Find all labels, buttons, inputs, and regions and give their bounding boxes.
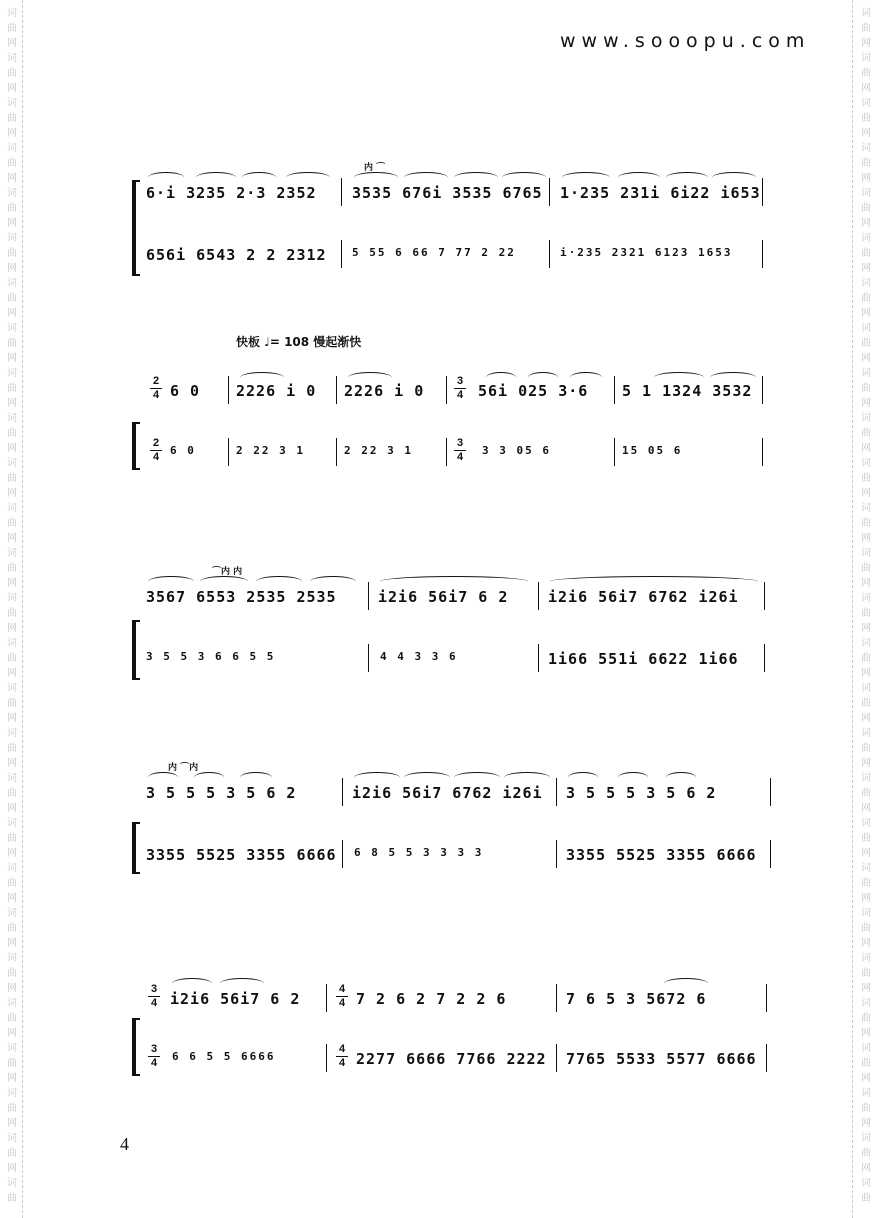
- slur: [404, 172, 448, 183]
- watermark-glyph: 网: [7, 173, 17, 184]
- time-signature: 2 4: [150, 438, 162, 463]
- slur: [654, 372, 704, 383]
- measure: 7 6 5 3 5672 6: [566, 990, 707, 1008]
- watermark-glyph: 词: [861, 1178, 871, 1189]
- watermark-glyph: 词: [7, 953, 17, 964]
- watermark-glyph: 网: [7, 983, 17, 994]
- time-signature: 3 4: [148, 984, 160, 1009]
- measure: 2 22 3 1: [344, 444, 413, 457]
- watermark-glyph: 网: [7, 38, 17, 49]
- watermark-glyph: 网: [861, 623, 871, 634]
- watermark-glyph: 词: [861, 323, 871, 334]
- watermark-glyph: 曲: [861, 923, 871, 934]
- upper-part: [0, 375, 876, 416]
- watermark-glyph: 网: [7, 83, 17, 94]
- watermark-glyph: 网: [7, 893, 17, 904]
- annotation: 内 ⌒内: [168, 763, 199, 773]
- time-signature: 2 4: [150, 376, 162, 401]
- watermark-glyph: 词: [7, 53, 17, 64]
- slur: [310, 576, 356, 587]
- watermark-glyph: 词: [861, 233, 871, 244]
- watermark-glyph: 词: [861, 278, 871, 289]
- measure: 15 05 6: [622, 444, 683, 457]
- watermark-glyph: 曲: [861, 1013, 871, 1024]
- watermark-glyph: 曲: [7, 1148, 17, 1159]
- watermark-glyph: 词: [7, 98, 17, 109]
- slur: [618, 172, 660, 183]
- measure: 5 55 6 66 7 77 2 22: [352, 246, 516, 259]
- barline: [614, 438, 615, 466]
- barline: [341, 240, 342, 268]
- watermark-glyph: 词: [861, 638, 871, 649]
- measure: 3355 5525 3355 6666: [146, 846, 337, 864]
- time-signature: 4 4: [336, 984, 348, 1009]
- barline: [549, 240, 550, 268]
- slur: [502, 172, 546, 183]
- barline: [770, 840, 771, 868]
- watermark-glyph: 曲: [861, 698, 871, 709]
- watermark-glyph: 曲: [7, 923, 17, 934]
- barline: [368, 582, 369, 610]
- slur: [486, 372, 516, 383]
- watermark-glyph: 网: [861, 1118, 871, 1129]
- watermark-glyph: 曲: [7, 1013, 17, 1024]
- page-number: 4: [120, 1134, 129, 1154]
- slur: [286, 172, 330, 183]
- watermark-glyph: 网: [7, 1073, 17, 1084]
- slur: [504, 772, 550, 783]
- watermark-glyph: 曲: [861, 1058, 871, 1069]
- watermark-glyph: 网: [7, 803, 17, 814]
- watermark-glyph: 网: [861, 893, 871, 904]
- watermark-glyph: 网: [861, 398, 871, 409]
- watermark-glyph: 曲: [861, 158, 871, 169]
- watermark-glyph: 词: [7, 233, 17, 244]
- watermark-glyph: 网: [7, 848, 17, 859]
- watermark-glyph: 曲: [7, 203, 17, 214]
- barline: [762, 240, 763, 268]
- watermark-glyph: 网: [7, 263, 17, 274]
- watermark-glyph: 曲: [7, 248, 17, 259]
- slur: [256, 576, 302, 587]
- watermark-glyph: 词: [7, 818, 17, 829]
- watermark-glyph: 网: [7, 128, 17, 139]
- slur: [570, 372, 602, 383]
- watermark-glyph: 曲: [861, 563, 871, 574]
- watermark-glyph: 词: [7, 1133, 17, 1144]
- watermark-glyph: 曲: [7, 1103, 17, 1114]
- watermark-glyph: 词: [861, 593, 871, 604]
- watermark-glyph: 网: [861, 533, 871, 544]
- watermark-glyph: 曲: [861, 293, 871, 304]
- measure: 6 0: [170, 444, 196, 457]
- measure: 3 5 5 5 3 5 6 2: [146, 784, 297, 802]
- watermark-glyph: 词: [861, 503, 871, 514]
- watermark-glyph: 网: [861, 218, 871, 229]
- barline: [446, 438, 447, 466]
- watermark-glyph: 网: [7, 938, 17, 949]
- watermark-glyph: 词: [861, 458, 871, 469]
- watermark-glyph: 曲: [7, 158, 17, 169]
- measure: i2i6 56i7 6 2: [170, 990, 301, 1008]
- watermark-glyph: 词: [7, 458, 17, 469]
- watermark-glyph: 词: [7, 998, 17, 1009]
- watermark-glyph: 曲: [7, 1058, 17, 1069]
- lower-part: [0, 437, 876, 478]
- measure: i2i6 56i7 6762 i26i: [352, 784, 543, 802]
- watermark-glyph: 词: [7, 1043, 17, 1054]
- measure: 7 2 6 2 7 2 2 6: [356, 990, 507, 1008]
- watermark-glyph: 网: [7, 218, 17, 229]
- watermark-glyph: 曲: [861, 203, 871, 214]
- barline: [764, 644, 765, 672]
- watermark-glyph: 网: [7, 668, 17, 679]
- watermark-glyph: 网: [7, 488, 17, 499]
- watermark-glyph: 曲: [7, 608, 17, 619]
- watermark-glyph: 词: [861, 1088, 871, 1099]
- watermark-glyph: 词: [7, 143, 17, 154]
- barline: [538, 644, 539, 672]
- watermark-glyph: 曲: [861, 788, 871, 799]
- watermark-glyph: 词: [7, 863, 17, 874]
- watermark-glyph: 网: [861, 758, 871, 769]
- slur: [172, 978, 212, 989]
- watermark-glyph: 词: [7, 548, 17, 559]
- watermark-glyph: 词: [861, 1133, 871, 1144]
- watermark-glyph: 网: [7, 353, 17, 364]
- slur: [354, 772, 400, 783]
- watermark-glyph: 曲: [861, 1148, 871, 1159]
- watermark-glyph: 网: [7, 443, 17, 454]
- annotation: ⌒内 内: [212, 567, 243, 577]
- watermark-glyph: 词: [861, 908, 871, 919]
- slur: [148, 772, 178, 783]
- watermark-glyph: 网: [861, 488, 871, 499]
- watermark-glyph: 词: [861, 8, 871, 19]
- barline: [762, 376, 763, 404]
- time-signature: 3 4: [454, 376, 466, 401]
- slur: [404, 772, 450, 783]
- watermark-glyph: 曲: [7, 338, 17, 349]
- annotation: 内 ⌒: [364, 163, 386, 173]
- measure: 2277 6666 7766 2222: [356, 1050, 547, 1068]
- slur: [568, 772, 598, 783]
- watermark-glyph: 曲: [7, 1193, 17, 1204]
- watermark-glyph: 曲: [7, 833, 17, 844]
- time-signature: 4 4: [336, 1044, 348, 1069]
- measure: 2226 i 0: [344, 382, 425, 400]
- slur: [240, 772, 272, 783]
- barline: [342, 778, 343, 806]
- watermark-glyph: 网: [861, 38, 871, 49]
- watermark-glyph: 网: [861, 1073, 871, 1084]
- barline: [770, 778, 771, 806]
- watermark-glyph: 词: [861, 548, 871, 559]
- slur: [666, 172, 708, 183]
- watermark-glyph: 曲: [861, 833, 871, 844]
- barline: [326, 1044, 327, 1072]
- watermark-glyph: 曲: [7, 293, 17, 304]
- watermark-glyph: 曲: [861, 518, 871, 529]
- slur: [380, 576, 528, 587]
- watermark-glyph: 词: [861, 683, 871, 694]
- watermark-glyph: 网: [7, 623, 17, 634]
- measure: 656i 6543 2 2 2312: [146, 246, 327, 264]
- measure: 1i66 551i 6622 1i66: [548, 650, 739, 668]
- watermark-glyph: 网: [7, 533, 17, 544]
- slur: [710, 372, 756, 383]
- watermark-glyph: 词: [861, 998, 871, 1009]
- slur: [354, 172, 398, 183]
- slur: [712, 172, 756, 183]
- measure: 6 0: [170, 382, 201, 400]
- watermark-glyph: 曲: [7, 878, 17, 889]
- barline: [336, 438, 337, 466]
- measure: 3 5 5 5 3 5 6 2: [566, 784, 717, 802]
- barline: [368, 644, 369, 672]
- watermark-glyph: 网: [861, 353, 871, 364]
- watermark-glyph: 曲: [861, 338, 871, 349]
- barline: [549, 178, 550, 206]
- watermark-glyph: 曲: [861, 113, 871, 124]
- watermark-glyph: 曲: [861, 428, 871, 439]
- lower-part: [0, 650, 876, 684]
- upper-part: [0, 567, 876, 622]
- watermark-glyph: 词: [7, 638, 17, 649]
- measure: 1·235 231i 6i22 i653: [560, 184, 761, 202]
- barline: [228, 376, 229, 404]
- watermark-glyph: 曲: [861, 1103, 871, 1114]
- lower-part: [0, 846, 876, 880]
- measure: 6·i 3235 2·3 2352: [146, 184, 317, 202]
- time-signature: 3 4: [148, 1044, 160, 1069]
- upper-part: [0, 983, 876, 1024]
- slur: [148, 172, 184, 183]
- watermark-glyph: 网: [861, 308, 871, 319]
- watermark-glyph: 词: [861, 818, 871, 829]
- watermark-glyph: 词: [7, 773, 17, 784]
- measure: 3355 5525 3355 6666: [566, 846, 757, 864]
- lower-part: [0, 246, 876, 280]
- watermark-glyph: 曲: [7, 968, 17, 979]
- watermark-glyph: 词: [7, 188, 17, 199]
- barline: [342, 840, 343, 868]
- slur: [666, 772, 696, 783]
- barline: [764, 582, 765, 610]
- barline: [326, 984, 327, 1012]
- slur: [550, 576, 758, 587]
- watermark-glyph: 词: [861, 863, 871, 874]
- watermark-glyph: 网: [861, 938, 871, 949]
- watermark-glyph: 网: [861, 848, 871, 859]
- watermark-glyph: 网: [861, 443, 871, 454]
- watermark-glyph: 网: [7, 1163, 17, 1174]
- barline: [556, 778, 557, 806]
- watermark-glyph: 网: [7, 398, 17, 409]
- watermark-glyph: 词: [7, 323, 17, 334]
- watermark-glyph: 网: [7, 1028, 17, 1039]
- slur: [200, 576, 248, 587]
- watermark-glyph: 曲: [861, 383, 871, 394]
- tempo-marking: 快板 ♩= 108 慢起渐快: [236, 335, 362, 349]
- measure: i·235 2321 6123 1653: [560, 246, 733, 259]
- watermark-glyph: 词: [861, 98, 871, 109]
- watermark-glyph: 曲: [861, 878, 871, 889]
- watermark-glyph: 曲: [7, 653, 17, 664]
- watermark-glyph: 词: [7, 8, 17, 19]
- watermark-glyph: 曲: [861, 68, 871, 79]
- watermark-glyph: 词: [861, 53, 871, 64]
- watermark-glyph: 曲: [861, 23, 871, 34]
- watermark-glyph: 曲: [7, 113, 17, 124]
- watermark-glyph: 曲: [861, 608, 871, 619]
- slur: [528, 372, 558, 383]
- lower-part: [0, 1043, 876, 1084]
- watermark-glyph: 网: [7, 713, 17, 724]
- barline: [556, 1044, 557, 1072]
- watermark-glyph: 词: [7, 683, 17, 694]
- barline: [556, 840, 557, 868]
- watermark-glyph: 网: [861, 173, 871, 184]
- barline: [766, 1044, 767, 1072]
- watermark-glyph: 词: [861, 953, 871, 964]
- watermark-glyph: 网: [861, 83, 871, 94]
- slur: [454, 772, 500, 783]
- measure: 56i 025 3·6: [478, 382, 589, 400]
- barline: [228, 438, 229, 466]
- watermark-glyph: 词: [861, 188, 871, 199]
- watermark-glyph: 曲: [861, 968, 871, 979]
- watermark-glyph: 网: [861, 128, 871, 139]
- measure: 6 6 5 5 6666: [172, 1050, 276, 1063]
- watermark-glyph: 词: [861, 368, 871, 379]
- measure: 6 8 5 5 3 3 3 3: [354, 846, 484, 859]
- watermark-glyph: 网: [861, 803, 871, 814]
- watermark-glyph: 词: [861, 143, 871, 154]
- watermark-glyph: 网: [7, 578, 17, 589]
- upper-part: [0, 763, 876, 818]
- measure: 5 1 1324 3532: [622, 382, 753, 400]
- watermark-glyph: 网: [7, 308, 17, 319]
- barline: [336, 376, 337, 404]
- slur: [454, 172, 498, 183]
- watermark-glyph: 网: [861, 668, 871, 679]
- watermark-glyph: 词: [861, 773, 871, 784]
- watermark-glyph: 词: [7, 1088, 17, 1099]
- watermark-glyph: 网: [861, 983, 871, 994]
- slur: [242, 172, 276, 183]
- watermark-glyph: 曲: [7, 743, 17, 754]
- watermark-glyph: 词: [861, 413, 871, 424]
- barline: [614, 376, 615, 404]
- measure: 3 5 5 3 6 6 5 5: [146, 650, 276, 663]
- watermark-glyph: 曲: [7, 23, 17, 34]
- measure: 3 3 05 6: [482, 444, 551, 457]
- barline: [762, 438, 763, 466]
- watermark-glyph: 曲: [861, 653, 871, 664]
- watermark-glyph: 词: [7, 278, 17, 289]
- watermark-glyph: 曲: [861, 248, 871, 259]
- measure: 2226 i 0: [236, 382, 317, 400]
- watermark-glyph: 曲: [7, 698, 17, 709]
- watermark-glyph: 曲: [7, 473, 17, 484]
- measure: i2i6 56i7 6 2: [378, 588, 509, 606]
- slur: [220, 978, 264, 989]
- watermark-glyph: 曲: [861, 473, 871, 484]
- watermark-glyph: 词: [7, 503, 17, 514]
- measure: 2 22 3 1: [236, 444, 305, 457]
- watermark-glyph: 曲: [7, 68, 17, 79]
- watermark-glyph: 词: [861, 728, 871, 739]
- slur: [148, 576, 194, 587]
- watermark-glyph: 曲: [861, 743, 871, 754]
- slur: [348, 372, 392, 383]
- measure: 3535 676i 3535 6765: [352, 184, 543, 202]
- measure: 3567 6553 2535 2535: [146, 588, 337, 606]
- upper-part: [0, 163, 876, 218]
- watermark-glyph: 网: [861, 1163, 871, 1174]
- watermark-glyph: 网: [7, 1118, 17, 1129]
- slur: [240, 372, 284, 383]
- watermark-glyph: 曲: [7, 788, 17, 799]
- watermark-glyph: 网: [861, 713, 871, 724]
- barline: [766, 984, 767, 1012]
- watermark-glyph: 词: [7, 593, 17, 604]
- watermark-glyph: 曲: [7, 563, 17, 574]
- measure: 4 4 3 3 6: [380, 650, 458, 663]
- watermark-glyph: 词: [7, 908, 17, 919]
- watermark-glyph: 词: [7, 413, 17, 424]
- slur: [562, 172, 610, 183]
- watermark-glyph: 词: [7, 728, 17, 739]
- site-url[interactable]: www.sooopu.com: [560, 30, 811, 52]
- watermark-glyph: 曲: [7, 428, 17, 439]
- measure: i2i6 56i7 6762 i26i: [548, 588, 739, 606]
- watermark-glyph: 网: [861, 1028, 871, 1039]
- slur: [618, 772, 648, 783]
- watermark-glyph: 曲: [861, 1193, 871, 1204]
- time-signature: 3 4: [454, 438, 466, 463]
- slur: [196, 172, 236, 183]
- watermark-glyph: 网: [861, 578, 871, 589]
- slur: [194, 772, 224, 783]
- watermark-glyph: 网: [7, 758, 17, 769]
- barline: [762, 178, 763, 206]
- watermark-glyph: 词: [7, 1178, 17, 1189]
- barline: [341, 178, 342, 206]
- watermark-glyph: 词: [861, 1043, 871, 1054]
- watermark-glyph: 曲: [7, 383, 17, 394]
- barline: [556, 984, 557, 1012]
- watermark-glyph: 曲: [7, 518, 17, 529]
- watermark-glyph: 网: [861, 263, 871, 274]
- barline: [446, 376, 447, 404]
- barline: [538, 582, 539, 610]
- slur: [664, 978, 708, 989]
- watermark-glyph: 词: [7, 368, 17, 379]
- measure: 7765 5533 5577 6666: [566, 1050, 757, 1068]
